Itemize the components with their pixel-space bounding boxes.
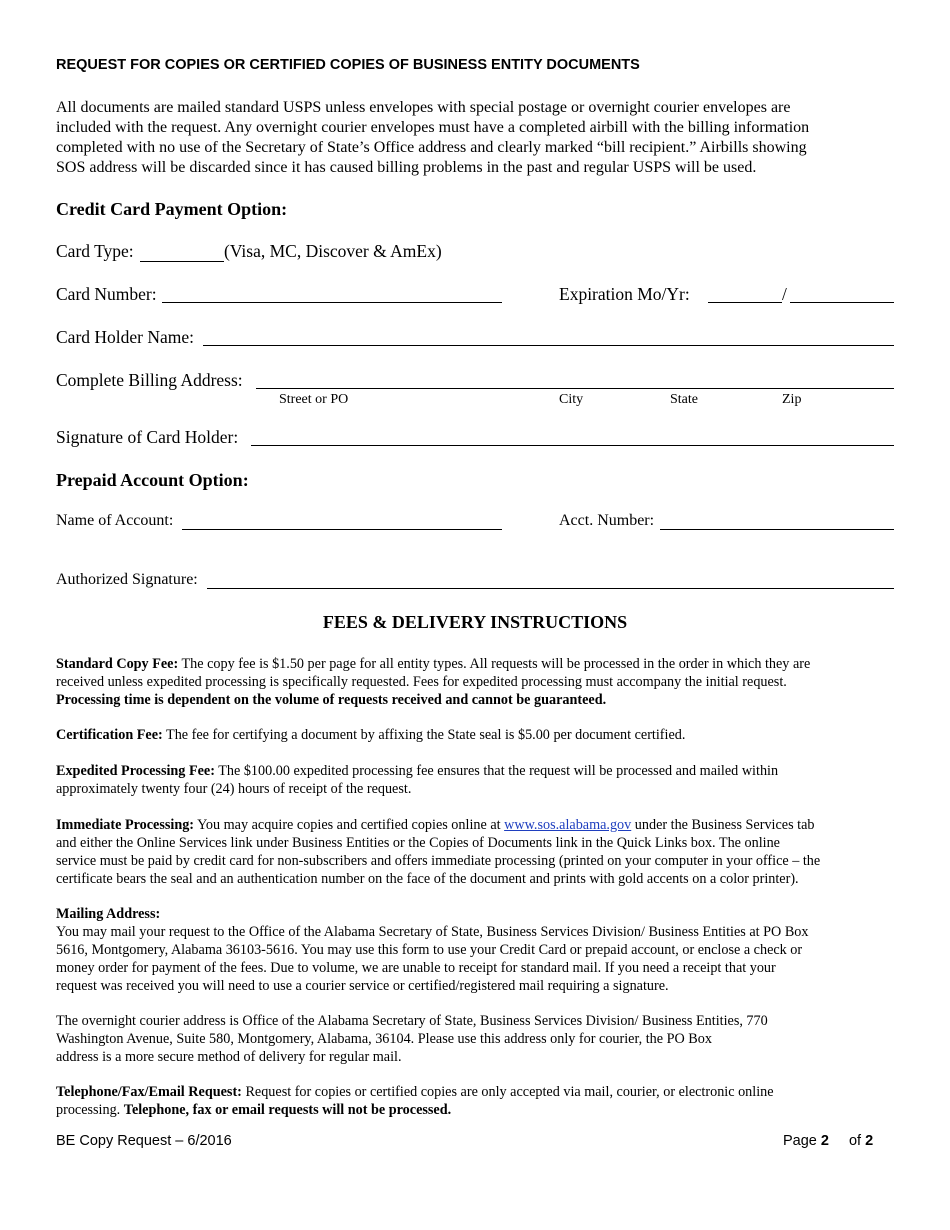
page-number — [783, 1133, 873, 1149]
holder-name-field[interactable] — [203, 345, 894, 346]
zip-sublabel: Zip — [782, 392, 802, 407]
intro-line: included with the request. Any overnight courier envelopes must have a completed airbill with the billing information — [56, 119, 810, 136]
expedited-fee-text: The $100.00 expedited processing fee ensures that the request will be processed and mailed within — [214, 763, 779, 779]
card-holder-signature-field[interactable] — [251, 445, 894, 446]
telephone-request-label: Telephone/Fax/Email Request: — [56, 1084, 242, 1100]
immediate-processing-label: Immediate Processing: — [56, 817, 195, 833]
sos-website-link[interactable]: www.sos.alabama.gov — [504, 817, 632, 833]
page-label: Page — [783, 1133, 821, 1149]
mailing-address-text: You may mail your request to the Office of the Alabama Secretary of State, Business Services Division/ Business Entities at PO Box — [56, 924, 809, 940]
account-name-field[interactable] — [182, 529, 502, 530]
street-sublabel: Street or PO — [279, 392, 349, 407]
authorized-signature-label: Authorized Signature: — [56, 571, 198, 588]
page-total: 2 — [865, 1133, 874, 1149]
telephone-request-notice: Telephone, fax or email requests will not be processed. — [123, 1102, 452, 1118]
authorized-signature-field[interactable] — [207, 588, 894, 589]
form-identifier: BE Copy Request – 6/2016 — [56, 1133, 232, 1149]
courier-address-text: address is a more secure method of delivery for regular mail. — [56, 1049, 402, 1065]
telephone-request-text: processing. — [56, 1102, 124, 1118]
standard-fee-notice: Processing time is dependent on the volume of requests received and cannot be guaranteed. — [56, 692, 607, 708]
card-number-field[interactable] — [162, 302, 502, 303]
account-number-label: Acct. Number: — [559, 512, 655, 529]
account-number-field[interactable] — [660, 529, 894, 530]
certification-fee-paragraph — [56, 726, 896, 744]
state-sublabel: State — [670, 392, 698, 407]
mailing-address-text: request was received you will need to use a courier service or certified/registered mail requiring a signature. — [56, 978, 669, 994]
account-name-label: Name of Account: — [56, 512, 174, 529]
expedited-fee-paragraph — [56, 762, 896, 798]
mailing-address-text: 5616, Montgomery, Alabama 36103-5616. You may use this form to use your Credit Card or prepaid account, or enclose a check or — [56, 942, 803, 958]
document-title: REQUEST FOR COPIES OR CERTIFIED COPIES OF BUSINESS ENTITY DOCUMENTS — [56, 57, 640, 73]
certification-fee-label: Certification Fee: — [56, 727, 163, 743]
mailing-address-paragraph — [56, 905, 896, 995]
holder-name-label: Card Holder Name: — [56, 327, 195, 347]
prepaid-heading: Prepaid Account Option: — [56, 470, 249, 490]
expiration-label: Expiration Mo/Yr: — [559, 284, 690, 304]
fees-heading: FEES & DELIVERY INSTRUCTIONS — [322, 612, 628, 632]
intro-line: completed with no use of the Secretary of State’s Office address and clearly marked “bill recipient.” Airbills showing — [56, 139, 807, 156]
courier-address-text: The overnight courier address is Office of the Alabama Secretary of State, Business Services Division/ Business Entities, 770 — [56, 1013, 768, 1029]
immediate-processing-paragraph — [56, 816, 896, 888]
expedited-fee-text: approximately twenty four (24) hours of receipt of the request. — [56, 781, 412, 797]
intro-line: All documents are mailed standard USPS unless envelopes with special postage or overnight courier envelopes are — [56, 99, 791, 116]
standard-fee-label: Standard Copy Fee: — [56, 656, 179, 672]
courier-address-text: Washington Avenue, Suite 580, Montgomery, Alabama, 36104. Please use this address only for courier, the PO Box — [56, 1031, 712, 1047]
expedited-fee-label: Expedited Processing Fee: — [56, 763, 215, 779]
immediate-processing-text: You may acquire copies and certified copies online at — [194, 817, 505, 833]
courier-address-paragraph — [56, 1012, 896, 1066]
standard-fee-text: received unless expedited processing is specifically requested. Fees for expedited processing must accompany the initial request. — [56, 674, 787, 690]
immediate-processing-text: service must be paid by credit card for non-subscribers and offers immediate processing (printed on your computer in your office – the — [56, 853, 821, 869]
card-number-label: Card Number: — [56, 284, 157, 304]
page-current: 2 — [820, 1133, 829, 1149]
billing-address-field[interactable] — [256, 388, 894, 389]
mailing-address-label: Mailing Address: — [56, 906, 161, 922]
credit-card-heading: Credit Card Payment Option: — [56, 199, 288, 219]
card-type-field[interactable] — [140, 261, 224, 262]
immediate-processing-text: certificate bears the seal and an authentication number on the face of the document and prints with gold accents on a color printer). — [56, 871, 799, 887]
immediate-processing-text: and either the Online Services link under Business Entities or the Copies of Documents link in the Quick Links box. The online — [56, 835, 780, 851]
expiration-month-field[interactable] — [708, 302, 782, 303]
city-sublabel: City — [559, 392, 584, 407]
billing-address-label: Complete Billing Address: — [56, 370, 243, 390]
mailing-address-text: money order for payment of the fees. Due to volume, we are unable to receipt for standard mail. If you need a receipt that your — [56, 960, 776, 976]
certification-fee-text: The fee for certifying a document by affixing the State seal is $5.00 per document certified. — [162, 727, 686, 743]
standard-fee-text: The copy fee is $1.50 per page for all entity types. All requests will be processed in the order in which they are — [178, 656, 811, 672]
card-type-note: (Visa, MC, Discover & AmEx) — [224, 241, 442, 261]
telephone-request-paragraph — [56, 1083, 896, 1119]
intro-line: SOS address will be discarded since it has caused billing problems in the past and regular USPS will be used. — [56, 159, 757, 176]
card-type-label: Card Type: — [56, 241, 134, 261]
intro-paragraph — [56, 98, 896, 178]
expiration-separator: / — [782, 284, 787, 304]
immediate-processing-text: under the Business Services tab — [631, 817, 815, 833]
telephone-request-text: Request for copies or certified copies are only accepted via mail, courier, or electronic online — [241, 1084, 774, 1100]
page-of-label: of — [848, 1133, 866, 1149]
expiration-year-field[interactable] — [790, 302, 894, 303]
standard-fee-paragraph — [56, 655, 896, 709]
card-holder-signature-label: Signature of Card Holder: — [56, 427, 239, 447]
